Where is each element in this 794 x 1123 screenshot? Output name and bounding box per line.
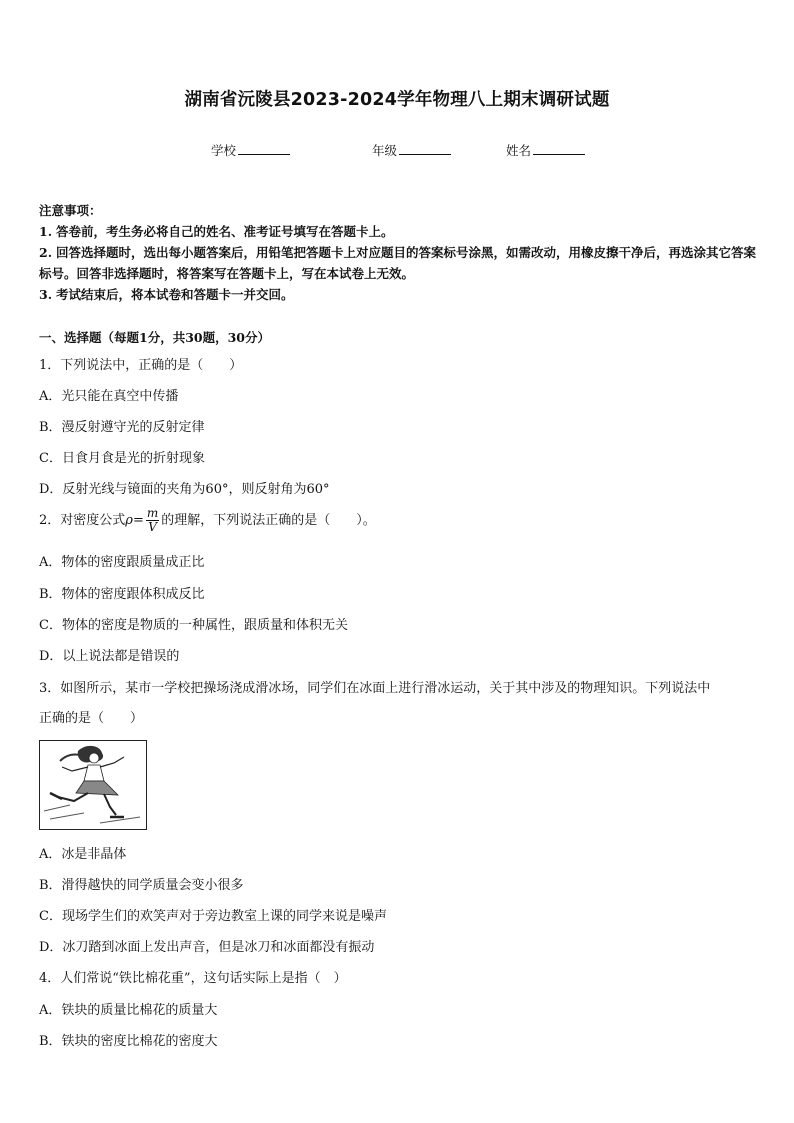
option-2a: A．物体的密度跟质量成正比 [39, 555, 205, 570]
option-3a: A．冰是非晶体 [39, 847, 127, 862]
skater-figure [39, 740, 147, 830]
option-3d: D．冰刀踏到冰面上发出声音，但是冰刀和冰面都没有振动 [39, 940, 375, 955]
option-1d: D．反射光线与镜面的夹角为60°，则反射角为60° [39, 482, 330, 497]
option-3c: C．现场学生们的欢笑声对于旁边教室上课的同学来说是噪声 [39, 909, 387, 924]
question-1-stem: 1．下列说法中，正确的是（ ） [39, 358, 243, 373]
question-3-stem-line2: 正确的是（ ） [39, 711, 144, 726]
question-3-stem-line1: 3．如图所示，某市一学校把操场浇成滑冰场，同学们在冰面上进行滑冰运动，关于其中涉及的物理知识。下列说法中 [39, 681, 711, 696]
school-label: 学校 [211, 143, 237, 158]
notice-item: 2. 回答选择题时，选出每小题答案后，用铅笔把答题卡上对应题目的答案标号涂黑，如需改动，用橡皮擦干净后，再选涂其它答案标号。回答非选择题时，将答案写在答题卡上，写在本试卷上无效。 [39, 245, 757, 281]
option-2d: D．以上说法都是错误的 [39, 649, 180, 664]
notice-item: 1. 答卷前，考生务必将自己的姓名、准考证号填写在答题卡上。 [39, 224, 394, 239]
grade-field [372, 141, 451, 159]
rho-symbol: ρ [125, 513, 133, 528]
option-1b: B．漫反射遵守光的反射定律 [39, 420, 205, 435]
density-fraction: $\frac{m}{V}$ [146, 506, 159, 534]
notice-block [39, 200, 759, 305]
school-blank [238, 142, 290, 155]
option-4a: A．铁块的质量比棉花的质量大 [39, 1003, 218, 1018]
question-4-stem: 4．人们常说“铁比棉花重”，这句话实际上是指（ ） [39, 971, 347, 986]
section-heading: 一、选择题（每题1分，共30题，30分） [39, 330, 270, 345]
name-label: 姓名 [506, 143, 532, 158]
option-4b: B．铁块的密度比棉花的密度大 [39, 1034, 218, 1049]
notice-item: 3. 考试结束后，将本试卷和答题卡一并交回。 [39, 287, 294, 302]
ice-skater-illustration [40, 741, 146, 829]
option-2b: B．物体的密度跟体积成反比 [39, 587, 205, 602]
question-2-stem: 2．对密度公式ρ= $\frac{m}{V}$ 的理解，下列说法正确的是（ ）。 [39, 506, 376, 534]
exam-title: 湖南省沅陵县2023-2024学年物理八上期末调研试题 [184, 90, 610, 110]
notice-heading: 注意事项： [39, 203, 102, 218]
name-field [506, 141, 585, 159]
grade-label: 年级 [372, 143, 398, 158]
grade-blank [399, 142, 451, 155]
option-2c: C．物体的密度是物质的一种属性，跟质量和体积无关 [39, 618, 348, 633]
school-field [211, 141, 290, 159]
name-blank [533, 142, 585, 155]
option-1a: A．光只能在真空中传播 [39, 389, 179, 404]
option-3b: B．滑得越快的同学质量会变小很多 [39, 878, 244, 893]
option-1c: C．日食月食是光的折射现象 [39, 451, 205, 466]
